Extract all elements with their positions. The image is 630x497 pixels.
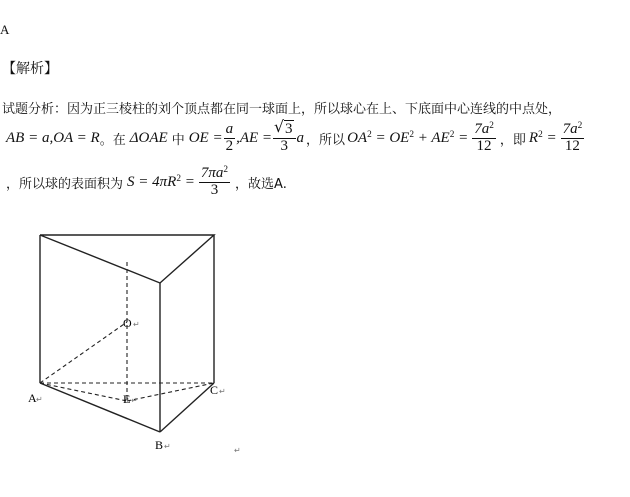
text-choose-a: ，故选A. bbox=[235, 176, 287, 192]
frac-num: a bbox=[225, 120, 234, 137]
return-mark: ↵ bbox=[131, 396, 138, 405]
exponent: 2 bbox=[176, 173, 181, 184]
segment-ec bbox=[127, 383, 214, 401]
radicand: 3 bbox=[285, 120, 293, 137]
label-e: E bbox=[123, 392, 131, 406]
segment-ae bbox=[40, 383, 127, 401]
text-suoyi: ，所以 bbox=[306, 132, 346, 148]
ae-eq: ,AE = bbox=[236, 129, 273, 146]
s-term: S = 4πR bbox=[127, 173, 177, 190]
edge-bc bbox=[160, 383, 214, 432]
frac-den: 3 bbox=[280, 137, 289, 154]
section-title: 【解析】 bbox=[2, 61, 58, 77]
return-mark: ↵ bbox=[164, 442, 171, 451]
text-surface-area: ，所以球的表面积为 bbox=[6, 176, 124, 192]
top-face-edges bbox=[40, 235, 214, 283]
return-mark: ↵ bbox=[219, 387, 226, 396]
ae-term: + AE bbox=[414, 129, 450, 146]
return-mark: ↵ bbox=[133, 320, 140, 329]
return-mark: ↵ bbox=[36, 395, 43, 404]
triangle-oae: ΔOAE bbox=[129, 129, 168, 146]
exponent: 2 bbox=[367, 129, 372, 140]
frac-den: 12 bbox=[476, 137, 492, 154]
frac-den: 12 bbox=[564, 137, 580, 154]
ae-tail: a bbox=[296, 129, 305, 146]
text-zhong: 中 bbox=[171, 132, 185, 148]
return-mark: ↵ bbox=[234, 446, 241, 455]
exponent: 2 bbox=[409, 129, 414, 140]
equals: = bbox=[454, 129, 469, 146]
ab-eq: AB = a,OA = R bbox=[6, 129, 100, 146]
label-a: A bbox=[28, 391, 37, 405]
edge-ab bbox=[40, 383, 160, 432]
equals: = bbox=[542, 129, 557, 146]
answer-text: A bbox=[0, 22, 10, 37]
r-term: R bbox=[528, 129, 539, 146]
text-ji: ，即 bbox=[499, 132, 526, 148]
frac-den: 2 bbox=[225, 137, 234, 154]
exponent: 2 bbox=[449, 129, 455, 140]
label-o: O bbox=[123, 316, 132, 330]
segment-ao bbox=[40, 322, 127, 383]
frac-num: 7a bbox=[562, 120, 578, 137]
analysis-line-1: 试题分析：因为正三棱柱的刘个顶点都在同一球面上，所以球心在上、下底面中心连线的中点处， bbox=[2, 102, 562, 117]
exponent: 2 bbox=[223, 164, 229, 175]
frac-den: 3 bbox=[210, 181, 219, 198]
oe-eq: OE = bbox=[188, 129, 223, 146]
exponent: 2 bbox=[538, 129, 543, 140]
frac-num: 7a bbox=[474, 120, 490, 137]
frac-num: 7πa bbox=[200, 164, 224, 181]
oa-term: OA bbox=[347, 129, 368, 146]
oe-term: = OE bbox=[371, 129, 410, 146]
text-in: 。在 bbox=[99, 132, 126, 148]
label-b: B bbox=[155, 438, 164, 452]
exponent: 2 bbox=[489, 120, 494, 131]
equals: = bbox=[180, 173, 195, 190]
label-c: C bbox=[210, 383, 219, 397]
exponent: 2 bbox=[577, 120, 583, 131]
